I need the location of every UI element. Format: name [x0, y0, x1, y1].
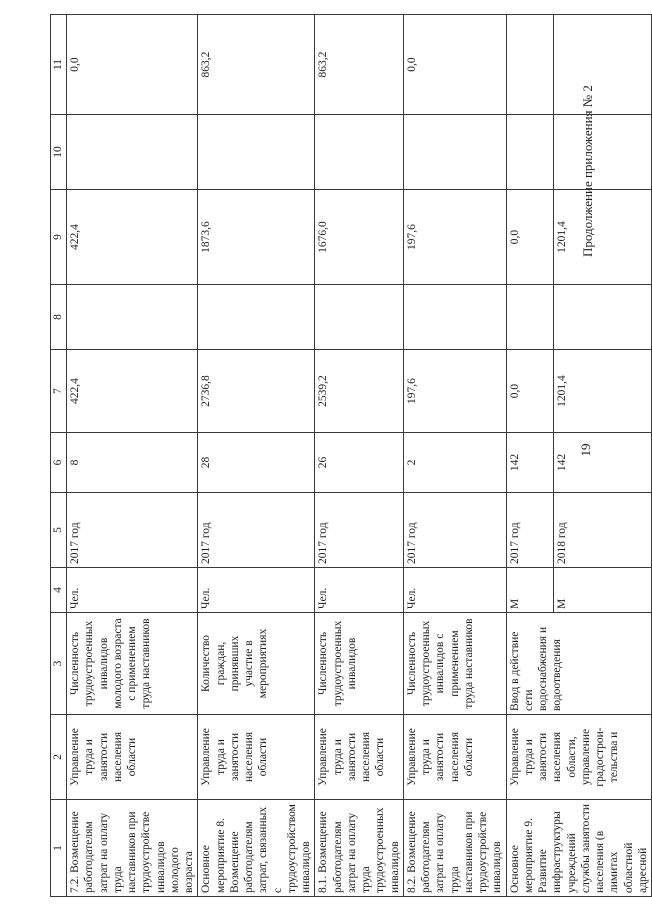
year: 2017 год: [506, 493, 553, 568]
year: 2017 год: [198, 493, 315, 568]
unit: М: [506, 568, 553, 613]
appendix-caption: Продолжение приложения № 2: [580, 85, 595, 257]
col-header: 6: [51, 433, 67, 493]
indicator: Численность трудоустроенных инвалидов с применением труда наставников: [403, 613, 506, 715]
col-header: 2: [51, 715, 67, 800]
col-header: 1: [51, 800, 67, 897]
col-10-value: [506, 115, 553, 190]
activity-name: 8.2. Возмещение работодателям затрат на оплату труда наставников при трудоустройстве инвалидов: [403, 800, 506, 897]
col-11-value: [553, 15, 651, 115]
indicator-value: 2: [403, 433, 506, 493]
col-11-value: 0,0: [403, 15, 506, 115]
col-8-value: [506, 285, 553, 350]
executor: Управление труда и занятости населения области: [403, 715, 506, 800]
col-9-value: 1201,4: [553, 190, 651, 285]
col-11-value: 863,2: [198, 15, 315, 115]
total-amount: 1201,4: [553, 350, 651, 433]
indicator-value: 142: [506, 433, 553, 493]
page-number: 19: [578, 443, 593, 457]
col-header: 8: [51, 285, 67, 350]
col-9-value: 0,0: [506, 190, 553, 285]
col-8-value: [198, 285, 315, 350]
col-header: 5: [51, 493, 67, 568]
unit: Чел.: [403, 568, 506, 613]
col-9-value: 422,4: [67, 190, 198, 285]
col-10-value: [315, 115, 404, 190]
col-10-value: [67, 115, 198, 190]
col-11-value: 863,2: [315, 15, 404, 115]
total-amount: 2539,2: [315, 350, 404, 433]
col-header: 4: [51, 568, 67, 613]
col-10-value: [198, 115, 315, 190]
table-row: [315, 15, 404, 897]
col-9-value: 1676,0: [315, 190, 404, 285]
table-row: [198, 15, 315, 897]
unit: М: [553, 568, 651, 613]
activity-name: 7.2. Возмещение работодателям затрат на оплату труда наставников при трудоустройстве инвалидов молодого возраста: [67, 800, 198, 897]
indicator: Численность трудоустроенных инвалидов молодого возраста с применением труда наставников: [67, 613, 198, 715]
total-amount: 197,6: [403, 350, 506, 433]
col-10-value: [403, 115, 506, 190]
col-header: 11: [51, 15, 67, 115]
col-8-value: [403, 285, 506, 350]
program-table: [50, 14, 652, 897]
col-header: 7: [51, 350, 67, 433]
table-row: [403, 15, 506, 897]
col-11-value: [506, 15, 553, 115]
col-header: 3: [51, 613, 67, 715]
col-9-value: 1873,6: [198, 190, 315, 285]
executor: Управление труда и занятости населения области: [315, 715, 404, 800]
indicator: Ввод в действие сети водоснабжения и водоотведения: [506, 613, 652, 715]
executor: Управление труда и занятости населения области: [67, 715, 198, 800]
col-10-value: [553, 115, 651, 190]
table-row: [67, 15, 198, 897]
unit: Чел.: [67, 568, 198, 613]
indicator: Численность трудоустроенных инвалидов: [315, 613, 404, 715]
col-8-value: [553, 285, 651, 350]
col-header: 9: [51, 190, 67, 285]
year: 2017 год: [315, 493, 404, 568]
col-9-value: 197,6: [403, 190, 506, 285]
year: 2018 год: [553, 493, 651, 568]
total-amount: 422,4: [67, 350, 198, 433]
unit: Чел.: [315, 568, 404, 613]
activity-name: Основное мероприятие 8. Возмещение работодателям затрат, связанных с трудоустройством инвалидов: [198, 800, 315, 897]
col-header: 10: [51, 115, 67, 190]
activity-name: 8.1. Возмещение работодателям затрат на оплату труда трудоустроенных инвалидов: [315, 800, 404, 897]
indicator-value: 28: [198, 433, 315, 493]
col-8-value: [67, 285, 198, 350]
col-8-value: [315, 285, 404, 350]
unit: Чел.: [198, 568, 315, 613]
total-amount: 0,0: [506, 350, 553, 433]
total-amount: 2736,8: [198, 350, 315, 433]
year: 2017 год: [403, 493, 506, 568]
indicator: Количество граждан, принявших участие в мероприятиях: [198, 613, 315, 715]
indicator-value: 26: [315, 433, 404, 493]
table-row: [506, 15, 553, 897]
year: 2017 год: [67, 493, 198, 568]
executor: Управление труда и занятости населения области: [198, 715, 315, 800]
executor: Управление труда и занятости населения области, управление градострои-тельства и: [506, 715, 652, 800]
header-row: [51, 15, 67, 897]
col-11-value: 0,0: [67, 15, 198, 115]
indicator-value: 8: [67, 433, 198, 493]
activity-name: Основное мероприятие 9. Развитие инфраструктуры учреждений службы занятости населения (в лимитах областной адресной: [506, 800, 652, 897]
indicator-value: 142: [553, 433, 651, 493]
